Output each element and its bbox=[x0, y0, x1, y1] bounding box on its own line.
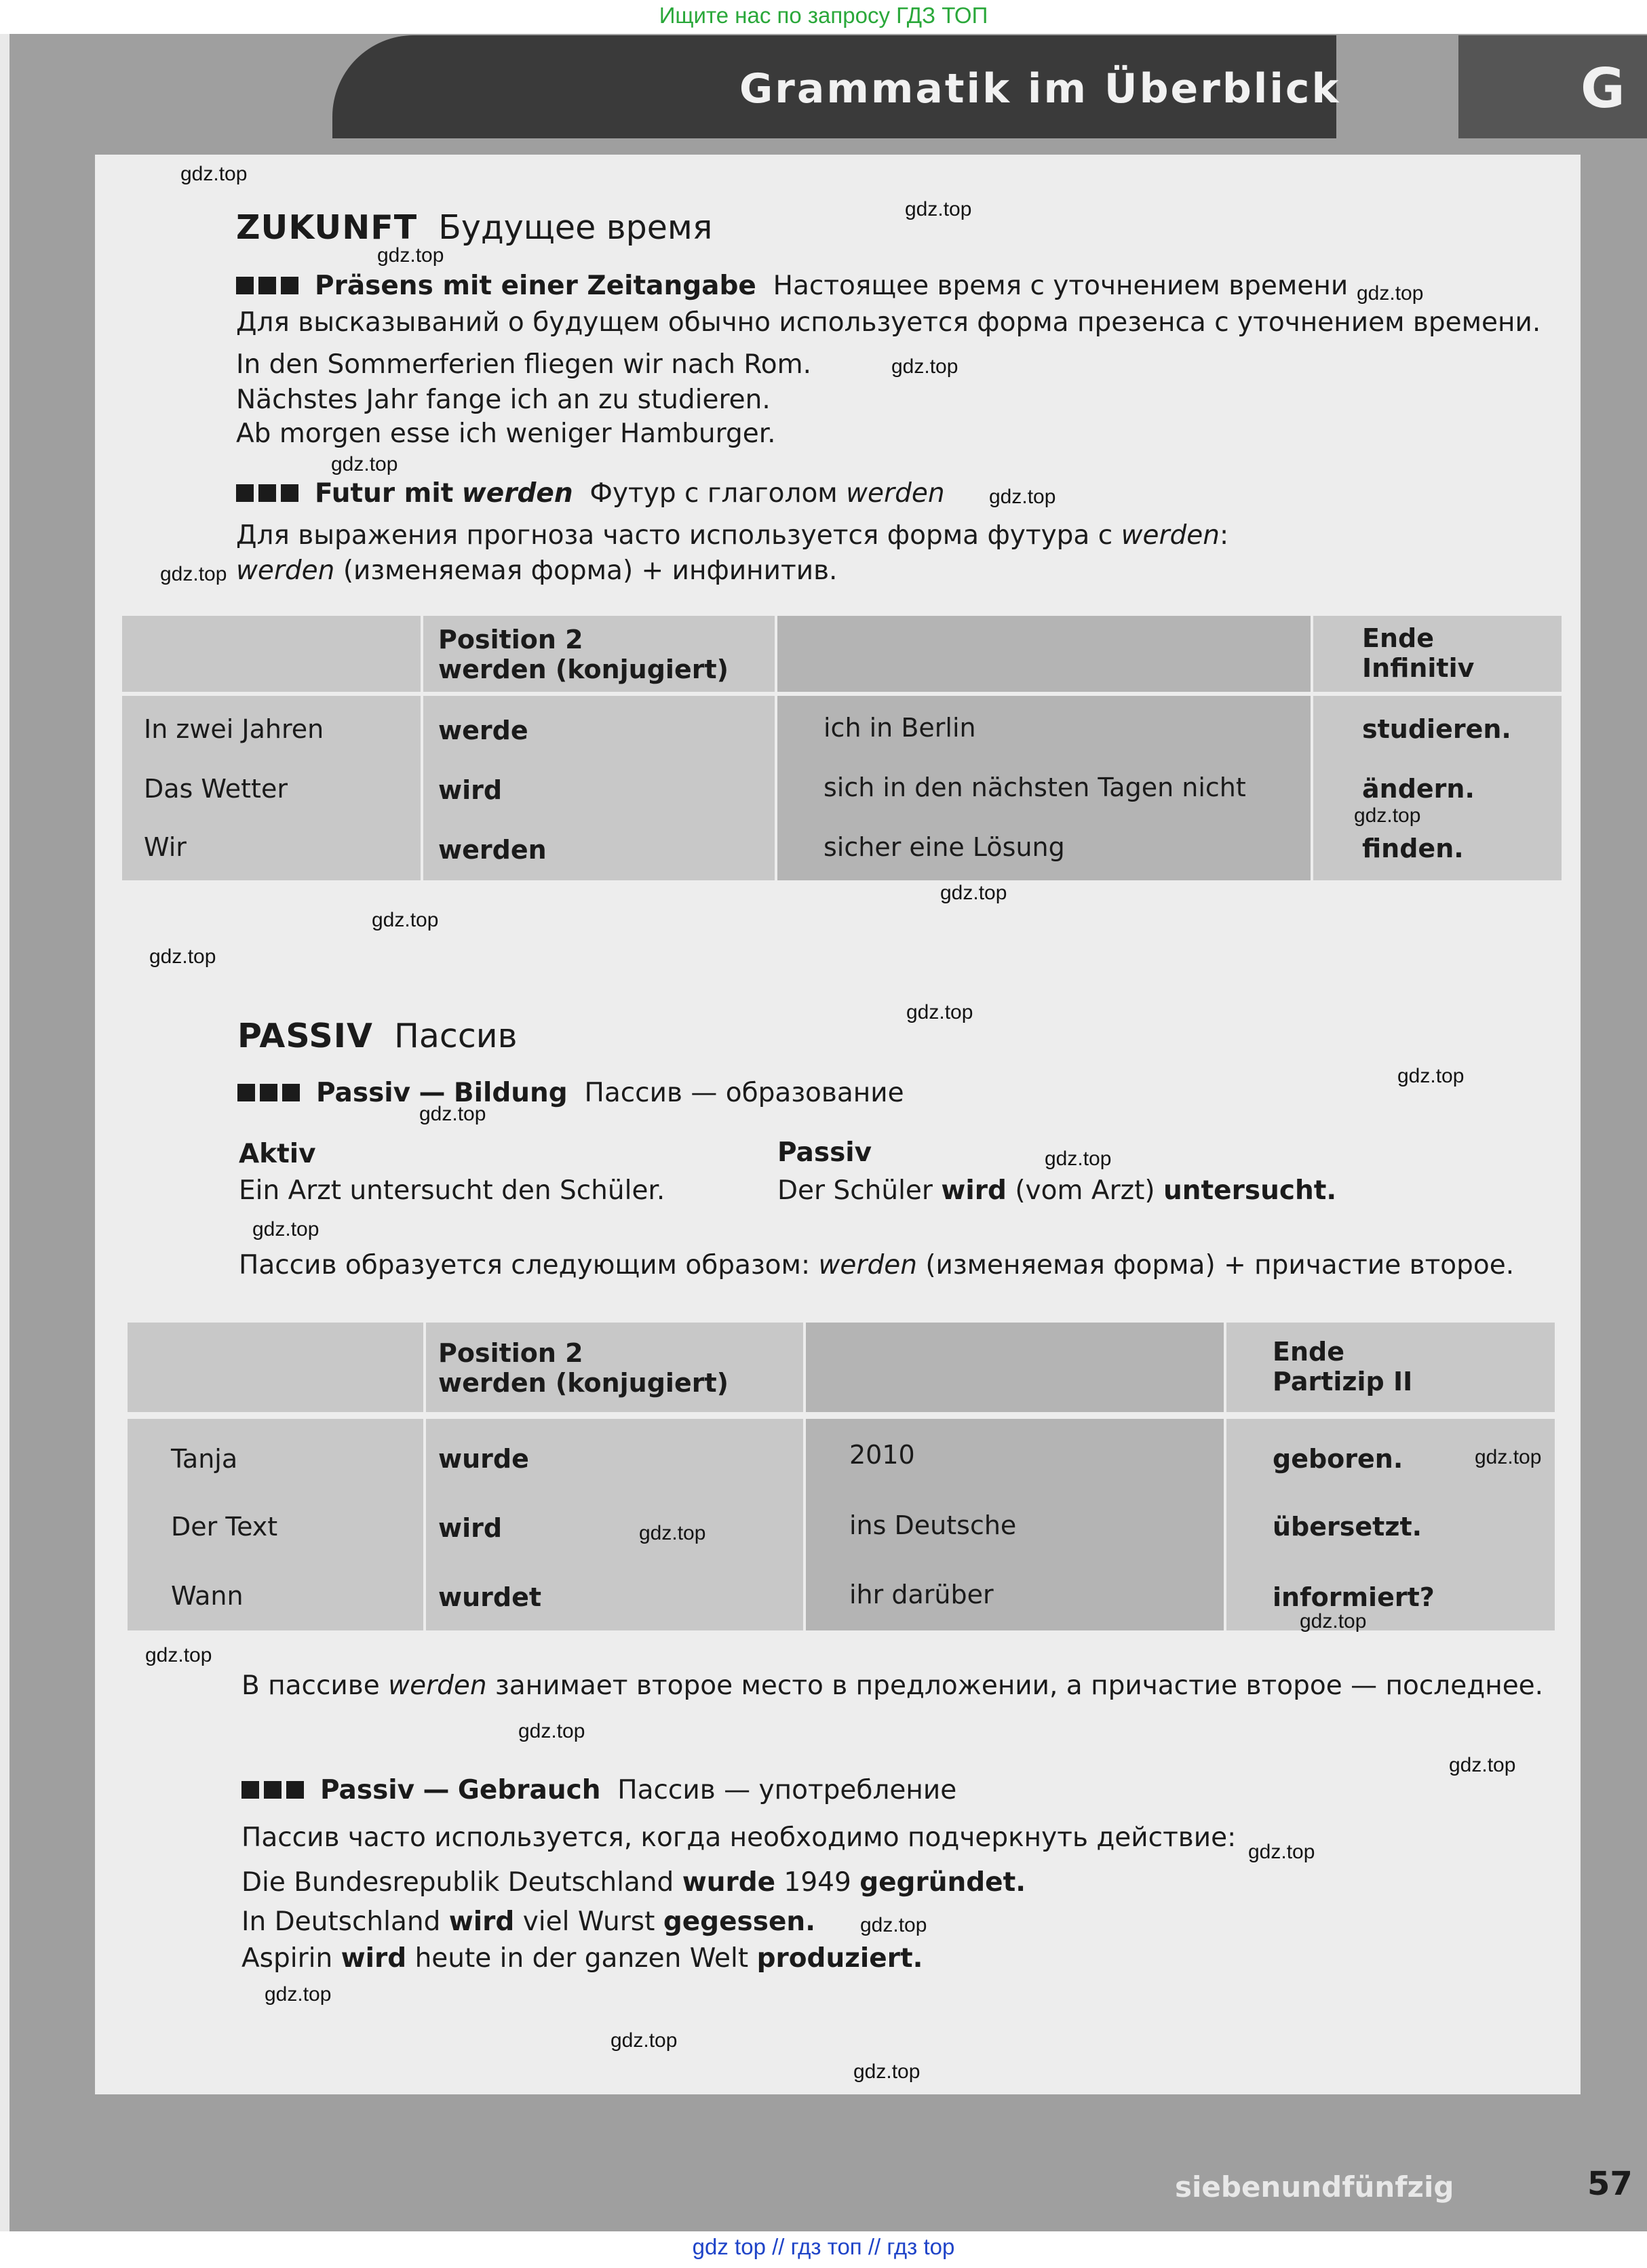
table-cell: ins Deutsche bbox=[849, 1510, 1017, 1540]
footer-page-word: siebenundfünfzig bbox=[1175, 2170, 1454, 2204]
table-cell: 2010 bbox=[849, 1440, 915, 1470]
watermark: gdz.top bbox=[906, 1001, 973, 1023]
table-cell: wird bbox=[438, 1513, 503, 1543]
watermark: gdz.top bbox=[1354, 804, 1421, 827]
watermark: gdz.top bbox=[639, 1522, 706, 1544]
table-cell: übersetzt. bbox=[1273, 1512, 1422, 1542]
watermark: gdz.top bbox=[252, 1218, 319, 1240]
futur-table-header-end-sub: Infinitiv bbox=[1362, 653, 1475, 683]
watermark: gdz.top bbox=[1300, 1610, 1367, 1632]
futur-table-header-position-sub: werden (konjugiert) bbox=[438, 654, 729, 684]
watermark: gdz.top bbox=[145, 1644, 212, 1666]
page-number: 57 bbox=[1587, 2165, 1633, 2203]
aktiv-example: Ein Arzt untersucht den Schüler. bbox=[239, 1175, 665, 1206]
watermark: gdz.top bbox=[1248, 1841, 1315, 1863]
watermark: gdz.top bbox=[1045, 1148, 1112, 1170]
praesens-heading: Präsens mit einer Zeitangabe Настоящее время с уточнением времени bbox=[236, 270, 1348, 302]
gebrauch-example-1: Die Bundesrepublik Deutschland wurde 1949 gegründet. bbox=[241, 1867, 1026, 1898]
passiv-rule: Пассив образуется следующим образом: werden (изменяемая форма) + причастие второе. bbox=[239, 1250, 1515, 1280]
watermark: gdz.top bbox=[940, 882, 1007, 904]
watermark: gdz.top bbox=[1449, 1754, 1516, 1776]
watermark: gdz.top bbox=[160, 563, 227, 585]
watermark: gdz.top bbox=[989, 486, 1056, 508]
table-cell: informiert? bbox=[1273, 1582, 1435, 1612]
praesens-example-2: Nächstes Jahr fange ich an zu studieren. bbox=[236, 385, 771, 415]
aktiv-label: Aktiv bbox=[239, 1139, 316, 1169]
gebrauch-heading: Passiv — Gebrauch Пассив — употребление bbox=[241, 1774, 956, 1807]
futur-table-header-position: Position 2 bbox=[438, 625, 583, 654]
bildung-heading: Passiv — Bildung Пассив — образование bbox=[237, 1077, 904, 1110]
table-cell: finden. bbox=[1362, 834, 1464, 863]
passiv-title: PASSIV Пассив bbox=[237, 1017, 518, 1055]
header-letter: G bbox=[1581, 57, 1625, 120]
praesens-description: Для высказываний о будущем обычно используется форма презенса с уточнением времени. bbox=[236, 307, 1541, 338]
table-cell: wurdet bbox=[438, 1582, 542, 1612]
passiv-example: Der Schüler wird (vom Arzt) untersucht. bbox=[777, 1175, 1337, 1206]
werden-description-2: werden (изменяемая форма) + инфинитив. bbox=[236, 555, 838, 586]
table-cell: geboren. bbox=[1273, 1444, 1403, 1474]
watermark: gdz.top bbox=[1475, 1446, 1542, 1468]
watermark: gdz.top bbox=[419, 1103, 486, 1125]
gebrauch-description: Пассив часто используется, когда необходимо подчеркнуть действие: bbox=[241, 1822, 1237, 1853]
werden-heading: Futur mit werden Футур с глаголом werden bbox=[236, 477, 945, 510]
watermark: gdz.top bbox=[331, 453, 398, 475]
watermark: gdz.top bbox=[377, 244, 444, 267]
table-cell: wurde bbox=[438, 1444, 529, 1474]
passiv-table-header-end: Ende bbox=[1273, 1337, 1344, 1367]
watermark: gdz.top bbox=[518, 1720, 585, 1742]
table-cell: werde bbox=[438, 716, 528, 745]
passiv-table-header-end-sub: Partizip II bbox=[1273, 1367, 1413, 1396]
passiv-table-header-position-sub: werden (konjugiert) bbox=[438, 1368, 729, 1398]
watermark: gdz.top bbox=[853, 2060, 921, 2083]
header-title: Grammatik im Überblick bbox=[739, 65, 1341, 113]
watermark: gdz.top bbox=[611, 2029, 678, 2052]
table-cell: Tanja bbox=[171, 1444, 238, 1474]
watermark: gdz.top bbox=[1357, 282, 1424, 305]
watermark: gdz.top bbox=[372, 909, 439, 931]
table-cell: werden bbox=[438, 835, 547, 865]
bottom-link[interactable]: gdz top // гдз топ // гдз top bbox=[692, 2234, 955, 2259]
futur-title: ZUKUNFT Будущее время bbox=[236, 208, 713, 247]
table-cell: Wir bbox=[144, 832, 187, 862]
table-cell: wird bbox=[438, 775, 503, 805]
watermark: gdz.top bbox=[265, 1983, 332, 2006]
table-cell: Das Wetter bbox=[144, 774, 288, 804]
table-cell: Wann bbox=[171, 1581, 244, 1611]
table-cell: ihr darüber bbox=[849, 1580, 994, 1609]
werden-description-1: Для выражения прогноза часто используется форма футура с werden: bbox=[236, 520, 1229, 551]
gebrauch-example-3: Aspirin wird heute in der ganzen Welt produziert. bbox=[241, 1943, 923, 1974]
watermark: gdz.top bbox=[180, 163, 248, 185]
gebrauch-example-2: In Deutschland wird viel Wurst gegessen. bbox=[241, 1907, 816, 1937]
table-cell: In zwei Jahren bbox=[144, 714, 324, 744]
passiv-note: В пассиве werden занимает второе место в предложении, а причастие второе — последнее. bbox=[241, 1670, 1544, 1701]
watermark: gdz.top bbox=[860, 1914, 927, 1936]
table-cell: ändern. bbox=[1362, 774, 1475, 804]
watermark: gdz.top bbox=[1397, 1065, 1465, 1087]
praesens-example-1: In den Sommerferien fliegen wir nach Rom. bbox=[236, 349, 812, 380]
top-link[interactable]: Ищите нас по запросу ГДЗ ТОП bbox=[659, 3, 988, 28]
watermark: gdz.top bbox=[149, 945, 216, 968]
passiv-table-header-position: Position 2 bbox=[438, 1338, 583, 1368]
praesens-example-3: Ab morgen esse ich weniger Hamburger. bbox=[236, 418, 776, 449]
watermark: gdz.top bbox=[891, 355, 958, 378]
passiv-label: Passiv bbox=[777, 1137, 872, 1168]
table-cell: studieren. bbox=[1362, 714, 1511, 744]
table-cell: ich in Berlin bbox=[824, 713, 976, 743]
futur-table-header-end: Ende bbox=[1362, 623, 1434, 653]
watermark: gdz.top bbox=[905, 198, 972, 220]
table-cell: sich in den nächsten Tagen nicht bbox=[824, 773, 1246, 802]
table-cell: Der Text bbox=[171, 1512, 278, 1542]
table-cell: sicher eine Lösung bbox=[824, 832, 1065, 862]
